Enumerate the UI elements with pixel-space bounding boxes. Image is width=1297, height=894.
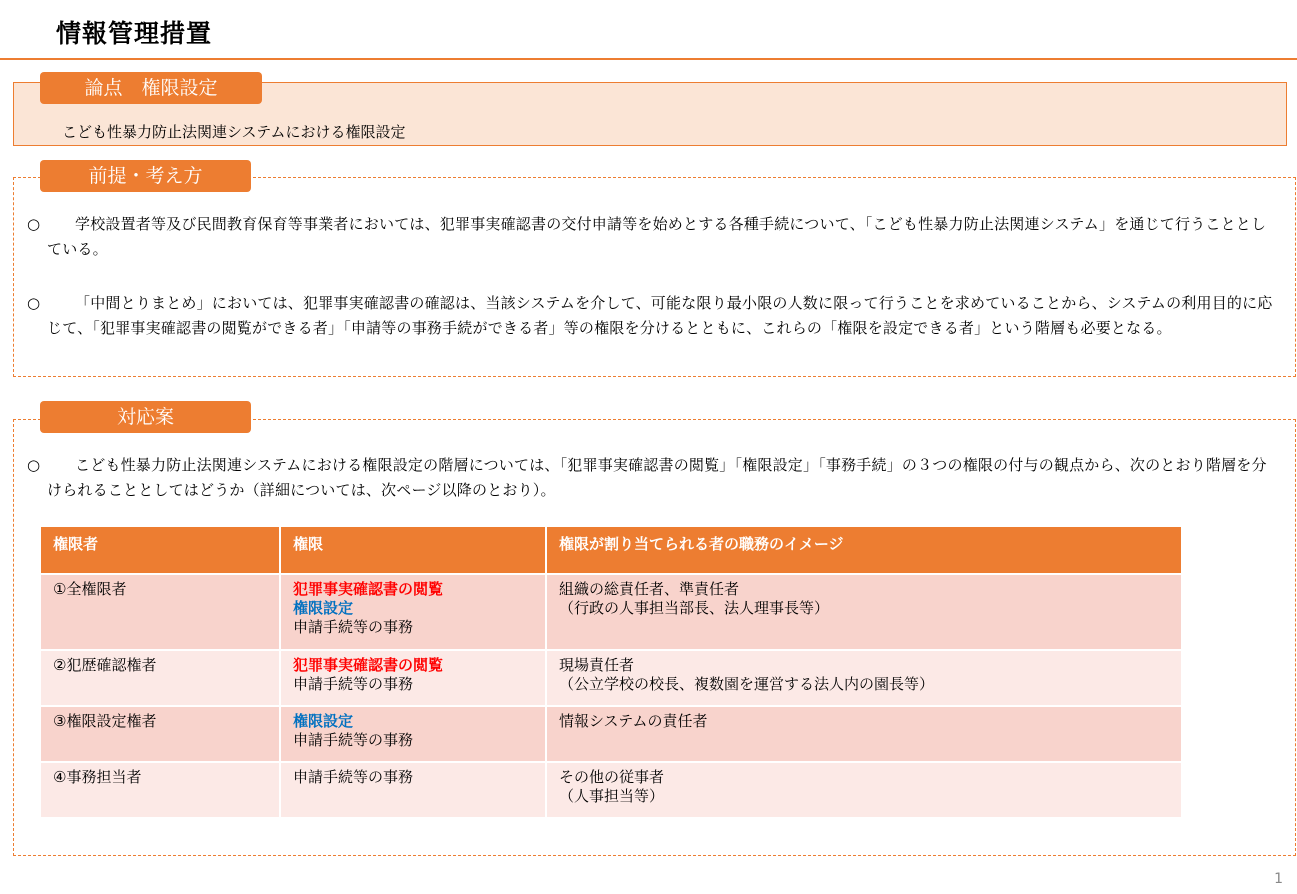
duty-cell bbox=[547, 705, 1181, 761]
holder-cell: ③権限設定権者 bbox=[41, 705, 281, 761]
perm-view-text: 犯罪事実確認書の閲覧 bbox=[293, 656, 444, 674]
perm-admin-text: 申請手続等の事務 bbox=[293, 675, 414, 693]
table-row bbox=[41, 649, 1181, 705]
paragraph-text: 学校設置者等及び民間教育保育等事業者においては、犯罪事実確認書の交付申請等を始めとする各種手続について、「こども性暴力防止法関連システム」を通じて行うこととしている。 bbox=[47, 215, 1267, 258]
permission-cell bbox=[281, 761, 547, 817]
paragraph-text: 「中間とりまとめ」においては、犯罪事実確認書の確認は、当該システムを介して、可能な限り最小限の人数に限って行うことを求めていることから、システムの利用目的に応じて、「犯罪事実確認書の閲覧ができる者」「申請等の事務手続ができる者」等の権限を分けるとともに、これらの「権限を設定できる者」という階層も必要となる。 bbox=[47, 294, 1273, 337]
perm-admin-text: 申請手続等の事務 bbox=[293, 731, 414, 749]
bullet: ○ bbox=[27, 456, 41, 474]
duty-line: 情報システムの責任者 bbox=[559, 712, 708, 730]
perm-view-text: 犯罪事実確認書の閲覧 bbox=[293, 580, 444, 598]
duty-cell bbox=[547, 573, 1181, 649]
premise-tab: 前提・考え方 bbox=[40, 160, 251, 192]
proposal-tab: 対応案 bbox=[40, 401, 251, 433]
duty-cell bbox=[547, 649, 1181, 705]
permission-table bbox=[41, 527, 1181, 817]
header-holder: 権限者 bbox=[41, 527, 281, 573]
premise-paragraph-1 bbox=[27, 212, 1277, 264]
title-divider bbox=[0, 58, 1297, 60]
duty-line: 現場責任者 bbox=[559, 656, 635, 674]
permission-cell bbox=[281, 649, 547, 705]
table-row bbox=[41, 761, 1181, 817]
permission-cell bbox=[281, 705, 547, 761]
proposal-paragraph bbox=[27, 453, 1277, 505]
header-permission: 権限 bbox=[281, 527, 547, 573]
duty-line: その他の従事者 bbox=[559, 768, 665, 786]
duty-line: （人事担当等） bbox=[559, 787, 665, 805]
holder-cell: ②犯歴確認権者 bbox=[41, 649, 281, 705]
premise-paragraph-2 bbox=[27, 291, 1277, 369]
bullet: ○ bbox=[27, 294, 41, 312]
issue-tab: 論点 権限設定 bbox=[40, 72, 262, 104]
perm-setting-text: 権限設定 bbox=[293, 712, 354, 730]
table-header-row bbox=[41, 527, 1181, 573]
permission-cell bbox=[281, 573, 547, 649]
duty-line: （公立学校の校長、複数園を運営する法人内の園長等） bbox=[559, 675, 935, 693]
page-title: 情報管理措置 bbox=[56, 19, 213, 48]
paragraph-text: こども性暴力防止法関連システムにおける権限設定の階層については、「犯罪事実確認書の閲覧」「権限設定」「事務手続」の３つの権限の付与の観点から、次のとおり階層を分けられることとしてはどうか（詳細については、次ページ以降のとおり）。 bbox=[47, 456, 1267, 499]
bullet: ○ bbox=[27, 215, 41, 233]
duty-cell bbox=[547, 761, 1181, 817]
table-row bbox=[41, 705, 1181, 761]
holder-cell: ①全権限者 bbox=[41, 573, 281, 649]
table-row bbox=[41, 573, 1181, 649]
page-number: 1 bbox=[1274, 871, 1283, 887]
issue-text: こども性暴力防止法関連システムにおける権限設定 bbox=[62, 123, 406, 141]
header-duty: 権限が割り当てられる者の職務のイメージ bbox=[547, 527, 1181, 573]
duty-line: （行政の人事担当部長、法人理事長等） bbox=[559, 599, 830, 617]
perm-admin-text: 申請手続等の事務 bbox=[293, 768, 414, 786]
duty-line: 組織の総責任者、準責任者 bbox=[559, 580, 740, 598]
perm-admin-text: 申請手続等の事務 bbox=[293, 618, 414, 636]
holder-cell: ④事務担当者 bbox=[41, 761, 281, 817]
perm-setting-text: 権限設定 bbox=[293, 599, 354, 617]
